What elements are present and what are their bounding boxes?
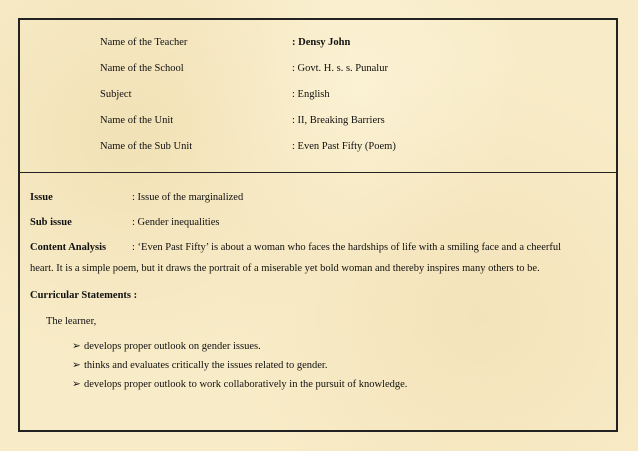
arrow-bullet-icon: ➢ [72, 341, 81, 352]
content-analysis-line2: heart. It is a simple poem, but it draws the portrait of a miserable yet bold woman and thereby inspires many others to be. [30, 263, 540, 274]
school-value: : Govt. H. s. s. Punalur [292, 63, 388, 74]
bullet-item [72, 340, 261, 352]
unit-value: : II, Breaking Barriers [292, 115, 385, 126]
subject-value: : English [292, 89, 330, 100]
subunit-value: : Even Past Fifty (Poem) [292, 141, 396, 152]
subject-label: Subject [100, 89, 132, 100]
curricular-heading: Curricular Statements : [30, 290, 138, 301]
arrow-bullet-icon: ➢ [72, 360, 81, 371]
section-divider [20, 172, 616, 173]
subissue-label: Sub issue [30, 217, 72, 228]
subissue-value: : Gender inequalities [132, 217, 220, 228]
arrow-bullet-icon: ➢ [72, 379, 81, 390]
bullet-item [72, 359, 327, 371]
content-analysis-line1: : ‘Even Past Fifty’ is about a woman who faces the hardships of life with a smiling face and a cheerful [132, 242, 562, 253]
bullet-text: thinks and evaluates critically the issues related to gender. [84, 360, 328, 371]
issue-value: : Issue of the marginalized [132, 192, 244, 203]
bullet-item [72, 378, 407, 390]
school-label: Name of the School [100, 63, 184, 74]
subunit-label: Name of the Sub Unit [100, 141, 193, 152]
content-analysis-label: Content Analysis [30, 242, 107, 253]
issue-label: Issue [30, 192, 53, 203]
teacher-value: : Densy John [292, 37, 351, 48]
unit-label: Name of the Unit [100, 115, 174, 126]
bullet-text: develops proper outlook to work collaboratively in the pursuit of knowledge. [84, 379, 408, 390]
teacher-label: Name of the Teacher [100, 37, 188, 48]
bullet-text: develops proper outlook on gender issues. [84, 341, 261, 352]
learner-intro: The learner, [46, 316, 97, 327]
document-frame [18, 18, 618, 432]
